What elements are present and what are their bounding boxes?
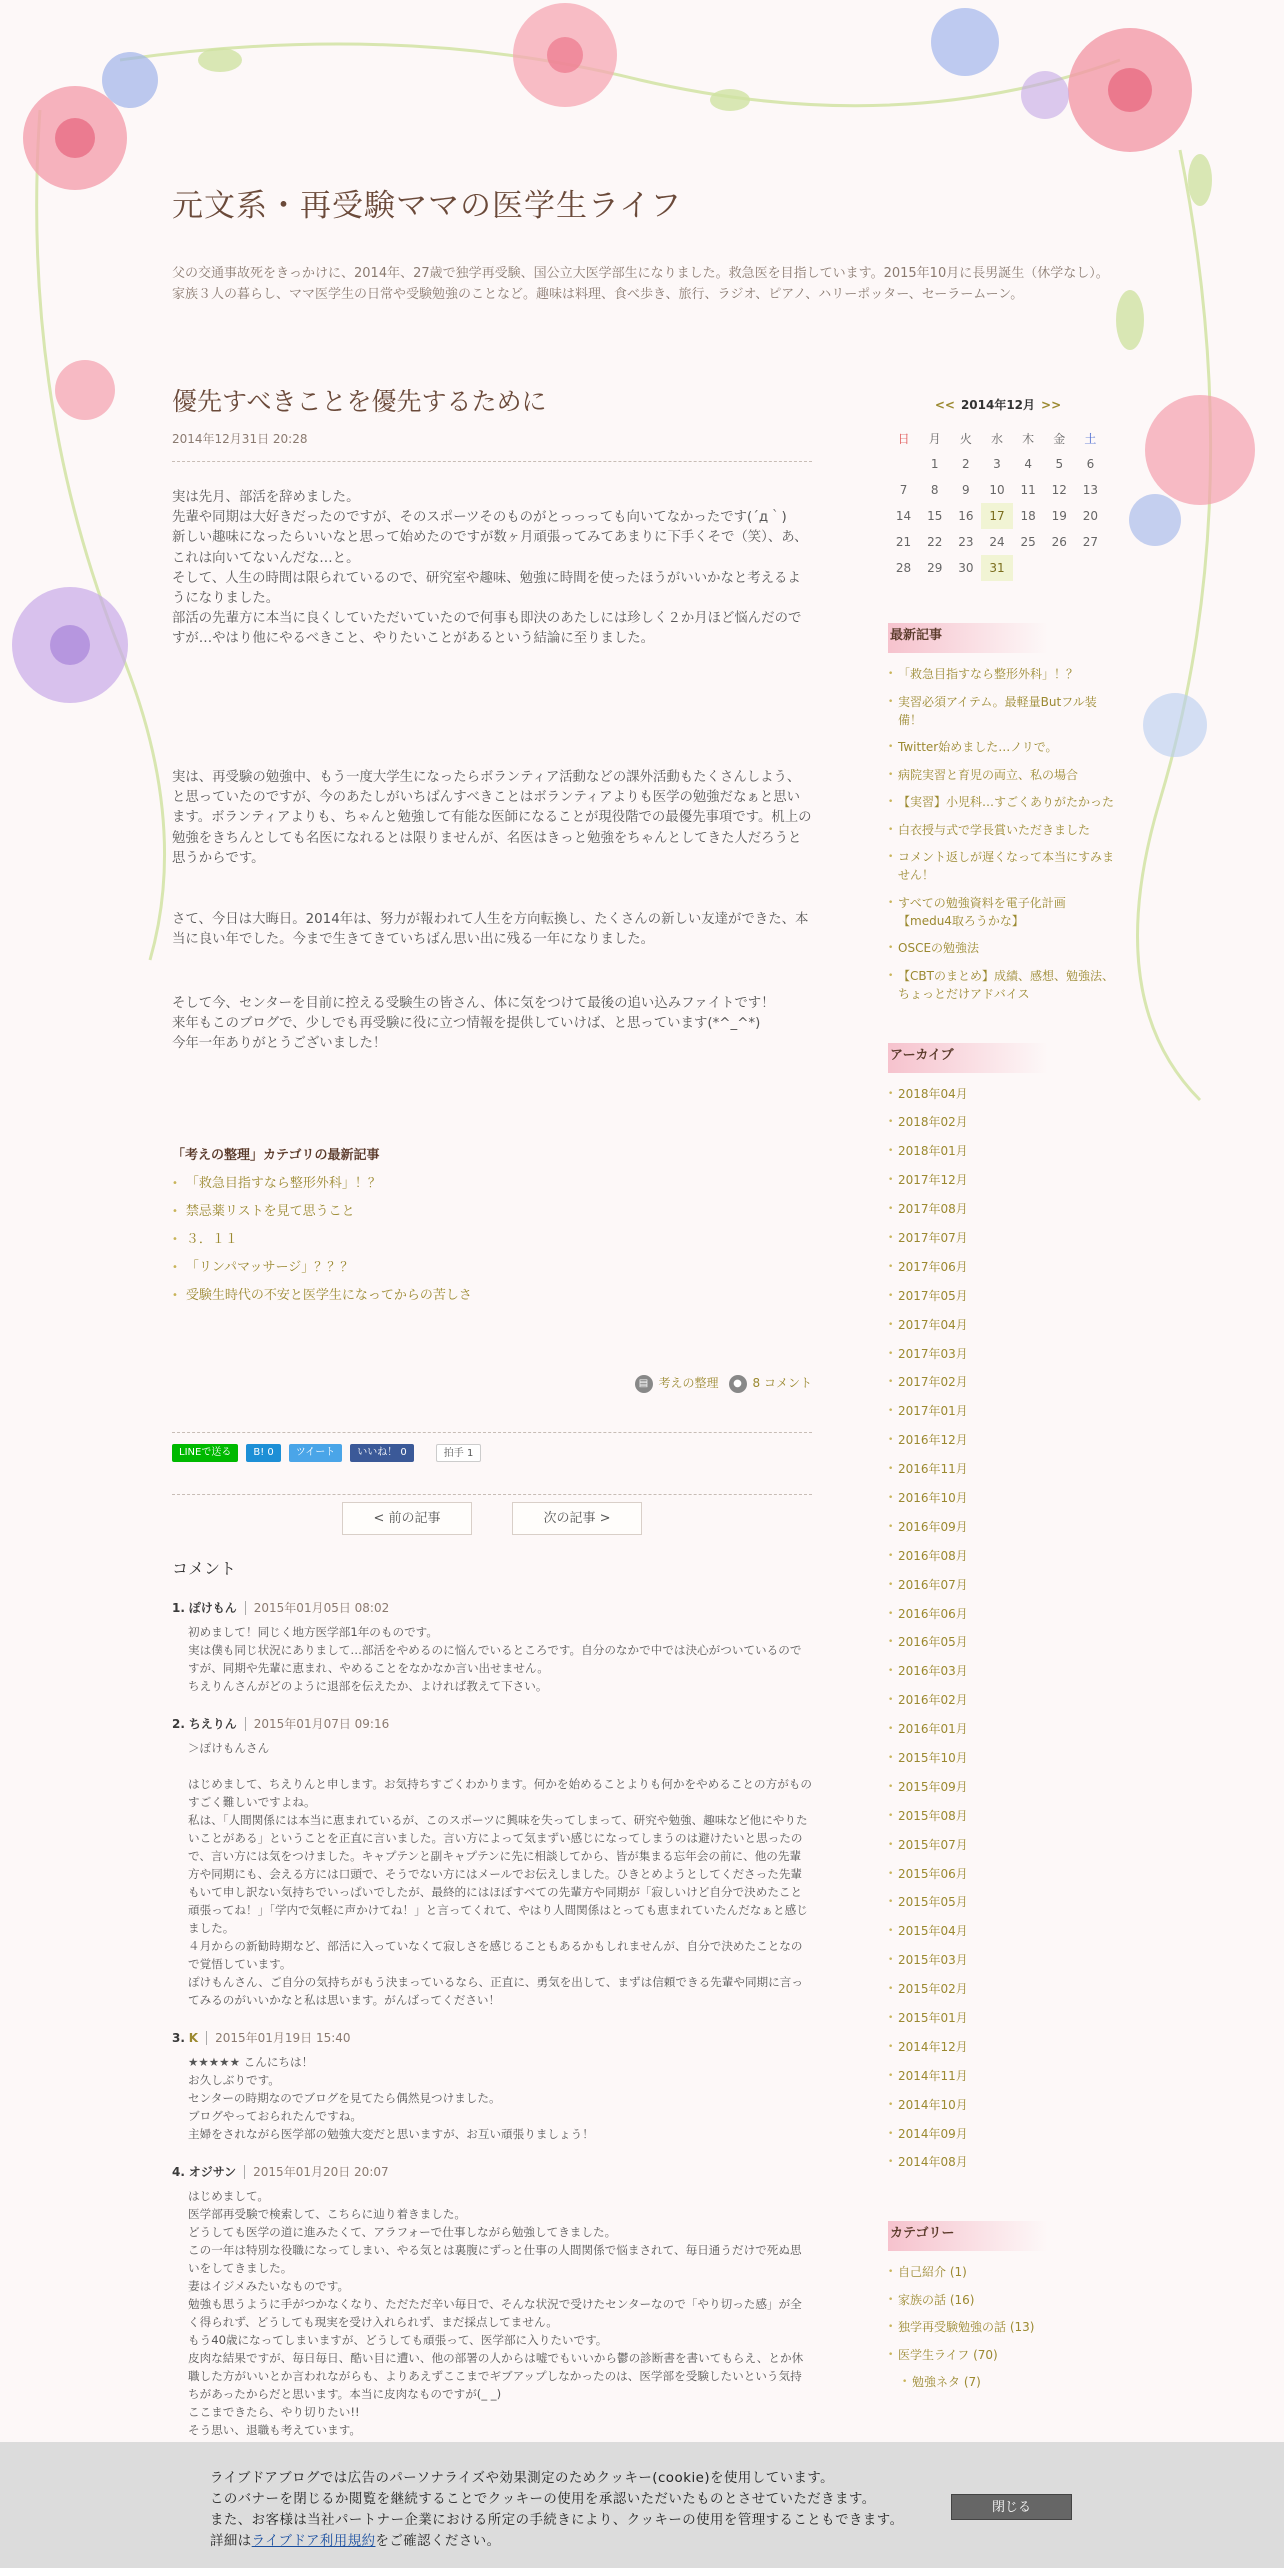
recent-post-link[interactable]: • 病院実習と育児の両立、私の場合 — [888, 766, 1116, 784]
recent-post-link[interactable]: • 実習必須アイテム。最軽量Butフル装備！ — [888, 693, 1116, 729]
comment-icon: ● — [729, 1375, 747, 1393]
archive-link[interactable]: • 2018年02月 — [888, 1113, 1116, 1131]
archive-link[interactable]: • 2016年03月 — [888, 1662, 1116, 1680]
comment-body: 初めまして！同じく地方医学部1年のものです。 実は僕も同じ状況にありまして…部活をやめるのに悩んでいるところです。自分のなかで中では決心がついているのですが、同期や先輩に恵まれ、やめることをなかなか言い出せません。 ちえりんさんがどのように退部を伝えたか、よければ教えて下さい。 — [188, 1625, 802, 1693]
archive-link[interactable]: • 2017年07月 — [888, 1229, 1116, 1247]
archive-link[interactable]: • 2017年05月 — [888, 1287, 1116, 1305]
recent-posts-list — [888, 665, 1116, 1003]
share-divider — [172, 1494, 812, 1495]
archive-link[interactable]: • 2016年01月 — [888, 1720, 1116, 1738]
category-post-link[interactable]: • 受験生時代の不安と医学生になってからの苦しさ — [172, 1282, 812, 1310]
clap-button[interactable]: 拍手 1 — [436, 1444, 482, 1462]
calendar — [888, 396, 1108, 581]
category-recent-heading: 「考えの整理」カテゴリの最新記事 — [172, 1148, 380, 1163]
comment-author: ちえりん — [188, 1717, 237, 1731]
category-list — [888, 2263, 1116, 2391]
meta-divider — [172, 1432, 812, 1433]
comments-section — [172, 1556, 812, 2439]
post-date: 2014年12月31日 20:28 — [172, 432, 308, 446]
hatena-bookmark-button[interactable]: B! 0 — [246, 1444, 280, 1462]
archive-widget — [888, 1043, 1116, 2172]
site-title[interactable]: 元文系・再受験ママの医学生ライフ — [172, 188, 683, 224]
recent-post-link[interactable]: • Twitter始めました…ノリで。 — [888, 738, 1116, 756]
recent-post-link[interactable]: • 「救急目指すなら整形外科」！？ — [888, 665, 1116, 683]
calendar-prev-link[interactable]: << — [934, 398, 955, 412]
calendar-week: 14 15 16 17 18 19 20 — [888, 503, 1106, 529]
category-link[interactable]: • 独学再受験勉強の話 (13) — [888, 2318, 1116, 2336]
facebook-like-button[interactable]: いいね！ 0 — [350, 1444, 414, 1462]
post-pager — [342, 1502, 642, 1535]
recent-post-link[interactable]: • 白衣授与式で学長賞いただきました — [888, 821, 1116, 839]
category-link[interactable]: • 勉強ネタ (7) — [902, 2373, 1116, 2391]
archive-link[interactable]: • 2016年06月 — [888, 1605, 1116, 1623]
cookie-banner — [0, 2442, 1284, 2568]
calendar-next-link[interactable]: >> — [1041, 398, 1062, 412]
archive-link[interactable]: • 2014年11月 — [888, 2067, 1116, 2085]
calendar-weekdays: 日 月 火 水 木 金 土 — [897, 431, 1097, 446]
comment-body: ＞ぽけもんさん はじめまして、ちえりんと申します。お気持ちすごくわかります。何かを始めることよりも何かをやめることの方がものすごく難しいですよね。 私は、「人間関係には本当に恵まれているが、このスポーツに興味を失ってしまって、研究や勉強、趣味など他にやりたいことがある」ということを正直に言いました。言い方によって気まずい感じになってしまうのは避けたいと思ったので、言い方には気をつけました。キャプテンと副キャプテンに先に相談してから、皆が集まる忘年会の前に、他の先輩方や同期にも、会える方には口頭で、そうでない方にはメールでお伝えしました。ひきとめようとしてくださった先輩もいて申し訳ない気持ちでいっぱいでしたが、最終的にはほぼすべての先輩方や同期が「寂しいけど自分で決めたこと頑張ってね！」「学内で気軽に声かけてね！」と言ってくれて、やはり人間関係はとっても恵まれていたんだなぁと感じました。 ４月からの新勧時期など、部活に入っていなくて寂しさを感じることもあるかもしれませんが、自分で決めたことなので覚悟しています。 ぽけもんさん、ご自分の気持ちがもう決まっているなら、正直に、勇気を出して、まずは信頼できる先輩や同期に言ってみるのがいいかなと私は思います。がんばってください！ — [188, 1741, 812, 2007]
comment-author: K — [188, 2031, 199, 2045]
archive-link[interactable]: • 2016年12月 — [888, 1431, 1116, 1449]
prev-post-button[interactable]: < 前の記事 — [342, 1502, 472, 1535]
archive-link[interactable]: • 2017年01月 — [888, 1402, 1116, 1420]
category-post-link[interactable]: • ３．１１ — [172, 1226, 812, 1254]
line-share-button[interactable]: LINEで送る — [172, 1444, 238, 1462]
archive-link[interactable]: • 2016年10月 — [888, 1489, 1116, 1507]
comment-body: はじめまして。 医学部再受験で検索して、こちらに辿り着きました。 どうしても医学の道に進みたくて、アラフォーで仕事しながら勉強してきました。 この一年は特別な役職になってしまい、やる気とは裏腹にずっと仕事の人間関係で悩まされて、毎日通うだけで死ぬ思いをしてきました。 妻はイジメみたいなものです。 勉強も思うように手がつかなくなり、ただただ辛い毎日で、そんな状況で受けたセンターなので「やり切った感」が全く得られず、どうしても現実を受け入れられず、まだ採点してません。 もう40歳になってしまいますが、どうしても頑張って、医学部に入りたいです。 皮肉な結果ですが、毎日毎日、酷い目に遭い、他の部署の人からは嘘でもいいから鬱の診断書を書いてもらえ、とか休職した方がいいとか言われながらも、よりあえずここまでギブアップしなかったのは、医学部を受験したいという気持ちがあったからだと思います。本当に皮肉なものですが(_ _) ここまできたら、やり切りたい!! そう思い、退職も考えています。 — [188, 2189, 804, 2437]
archive-link[interactable]: • 2016年08月 — [888, 1547, 1116, 1565]
archive-link[interactable]: • 2015年07月 — [888, 1836, 1116, 1854]
post-meta — [635, 1374, 812, 1393]
archive-link[interactable]: • 2015年10月 — [888, 1749, 1116, 1767]
archive-link[interactable]: • 2015年05月 — [888, 1893, 1116, 1911]
folder-icon: ▤ — [635, 1375, 653, 1393]
post-paragraph-3: さて、今日は大晦日。2014年は、努力が報われて人生を方向転換し、たくさんの新しい友達ができた、本当に良い年でした。今まで生きてきていちばん思い出に残る一年になりました。 — [172, 912, 809, 948]
cookie-notice-text: ライブドアブログでは広告のパーソナライズや効果測定のためクッキー(cookie)を使用しています。 このバナーを閉じるか閲覧を継続することでクッキーの使用を承認いただいたものとさせていただきます。 また、お客様は当社パートナー企業における所定の手続きにより、クッキーの使用を管理することもできます。 詳細はライブドア利用規約をご確認ください。 — [210, 2471, 904, 2549]
comment-date: 2015年01月07日 09:16 — [245, 1717, 389, 1731]
comment-author: ぽけもん — [188, 1601, 237, 1615]
post-title[interactable]: 優先すべきことを優先するために — [172, 387, 547, 416]
archive-link[interactable]: • 2018年01月 — [888, 1142, 1116, 1160]
archive-link[interactable]: • 2016年11月 — [888, 1460, 1116, 1478]
archive-link[interactable]: • 2014年09月 — [888, 2125, 1116, 2143]
category-recent-posts — [172, 1144, 812, 1310]
category-heading: カテゴリー — [888, 2221, 1048, 2251]
calendar-month: 2014年12月 — [960, 398, 1036, 412]
calendar-grid — [888, 425, 1106, 581]
category-link[interactable]: ▤ 考えの整理 — [635, 1374, 719, 1393]
comment-date: 2015年01月19日 15:40 — [206, 2031, 350, 2045]
archive-link[interactable]: • 2018年04月 — [888, 1085, 1116, 1103]
archive-link[interactable]: • 2015年09月 — [888, 1778, 1116, 1796]
recent-post-link[interactable]: • 【CBTのまとめ】成績、感想、勉強法、ちょっとだけアドバイス — [888, 967, 1116, 1003]
comment-date: 2015年01月05日 08:02 — [245, 1601, 389, 1615]
archive-link[interactable]: • 2017年04月 — [888, 1316, 1116, 1334]
archive-link[interactable]: • 2017年06月 — [888, 1258, 1116, 1276]
site-description: 父の交通事故死をきっかけに、2014年、27歳で独学再受験、国公立大医学部生になりました。救急医を目指しています。2015年10月に長男誕生（休学なし）。家族３人の暮らし、ママ医学生の日常や受験勉強のことなど。趣味は料理、食べ歩き、旅行、ラジオ、ピアノ、ハリーポッター、セーラームーン。 — [172, 266, 1109, 302]
article — [172, 382, 812, 1052]
calendar-week: 7 8 9 10 11 12 13 — [899, 483, 1099, 497]
calendar-header — [888, 396, 1108, 413]
category-link[interactable]: • 医学生ライフ (70) — [888, 2346, 1116, 2364]
comment-body: ★★★★★ こんにちは！ お久しぶりです。 センターの時期なのでブログを見てたら偶然見つけました。 ブログやっておられたんですね。 主婦をされながら医学部の勉強大変だと思いますが、お互い頑張りましょう！ — [188, 2055, 594, 2141]
comment-author: オジサン — [188, 2165, 237, 2179]
post-paragraph-1: 実は先月、部活を辞めました。 先輩や同期は大好きだったのですが、そのスポーツそのものがとっっっても向いてなかったです(´д｀) 新しい趣味になったらいいなと思って始めたのですが数ヶ月頑張ってみてあまりに下手くそで（笑）、あ、これは向いてないんだな…と。 そして、人生の時間は限られているので、研究室や趣味、勉強に時間を使ったほうがいいかなと考えるようになりました。 部活の先輩方に本当に良くしていただいていたので何事も即決のあたしには珍しく２か月ほど悩んだのですが…やはり他にやるべきこと、やりたいことがあるという結論に至りました。 — [172, 490, 808, 647]
archive-link[interactable]: • 2015年02月 — [888, 1980, 1116, 1998]
category-post-link[interactable]: • 「救急目指すなら整形外科」！？ — [172, 1170, 812, 1198]
archive-link[interactable]: • 2015年08月 — [888, 1807, 1116, 1825]
share-buttons — [172, 1444, 481, 1462]
recent-post-link[interactable]: • 【実習】小児科…すごくありがたかった — [888, 793, 1116, 811]
archive-list — [888, 1085, 1116, 2172]
archive-link[interactable]: • 2015年01月 — [888, 2009, 1116, 2027]
archive-link[interactable]: • 2016年09月 — [888, 1518, 1116, 1536]
archive-heading: アーカイブ — [888, 1043, 1048, 1073]
category-widget — [888, 2221, 1116, 2391]
calendar-week: 21 22 23 24 25 26 27 — [895, 535, 1099, 549]
recent-posts-heading: 最新記事 — [888, 623, 1048, 653]
comment-header: 4. オジサン 2015年01月20日 20:07 — [172, 2165, 389, 2179]
calendar-week: 28 29 30 31 — [888, 555, 1106, 581]
comment-header: 3. K 2015年01月19日 15:40 — [172, 2031, 351, 2045]
comments-heading: コメント — [172, 1559, 237, 1578]
archive-link[interactable]: • 2017年08月 — [888, 1200, 1116, 1218]
archive-link[interactable]: • 2015年04月 — [888, 1922, 1116, 1940]
archive-link[interactable]: • 2016年07月 — [888, 1576, 1116, 1594]
calendar-day-link[interactable]: 17 — [981, 503, 1012, 529]
site-header — [172, 180, 1112, 305]
archive-link[interactable]: • 2015年03月 — [888, 1951, 1116, 1969]
category-link[interactable]: • 家族の話 (16) — [888, 2291, 1116, 2309]
comment-header: 2. ちえりん 2015年01月07日 09:16 — [172, 1717, 390, 1731]
category-link[interactable]: • 自己紹介 (1) — [888, 2263, 1116, 2281]
next-post-button[interactable]: 次の記事 > — [512, 1502, 642, 1535]
post-paragraph-4: そして今、センターを目前に控える受験生の皆さん、体に気をつけて最後の追い込みファイトです！ 来年もこのブログで、少しでも再受験に役に立つ情報を提供していけば、と思っています(*^_^*) 今年一年ありがとうございました！ — [172, 996, 775, 1052]
post-paragraph-2: 実は、再受験の勉強中、もう一度大学生になったらボランティア活動などの課外活動もたくさんしよう、と思っていたのですが、今のあたしがいちばんすべきことはボランティアよりも医学の勉強だなぁと思います。ボランティアよりも、ちゃんと勉強して有能な医師になることが現役階での最優先事項です。机上の勉強をきちんとしても名医になれるとは限りませんが、名医はきっと勉強をちゃんとしてきた人だろうと思うからです。 — [172, 770, 812, 866]
archive-link[interactable]: • 2014年08月 — [888, 2153, 1116, 2171]
sidebar — [888, 396, 1116, 2401]
archive-link[interactable]: • 2017年12月 — [888, 1171, 1116, 1189]
comment-header: 1. ぽけもん 2015年01月05日 08:02 — [172, 1601, 390, 1615]
calendar-week: 1 2 3 4 5 6 — [930, 457, 1095, 471]
archive-link[interactable]: • 2014年10月 — [888, 2096, 1116, 2114]
comments-link[interactable]: ● 8 コメント — [729, 1374, 812, 1393]
archive-link[interactable]: • 2017年02月 — [888, 1373, 1116, 1391]
recent-post-link[interactable]: • すべての勉強資料を電子化計画【medu4取ろうかな】 — [888, 894, 1116, 930]
category-post-link[interactable]: • 「リンパマッサージ」？？？ — [172, 1254, 812, 1282]
calendar-day-link[interactable]: 31 — [981, 555, 1012, 581]
recent-posts-widget — [888, 623, 1116, 1003]
category-post-link[interactable]: • 禁忌薬リストを見て思うこと — [172, 1198, 812, 1226]
archive-link[interactable]: • 2016年02月 — [888, 1691, 1116, 1709]
terms-link[interactable]: ライブドア利用規約 — [251, 2534, 376, 2549]
recent-post-link[interactable]: • OSCEの勉強法 — [888, 939, 1116, 957]
cookie-close-button[interactable]: 閉じる — [951, 2494, 1072, 2520]
archive-link[interactable]: • 2014年12月 — [888, 2038, 1116, 2056]
tweet-button[interactable]: ツイート — [289, 1444, 343, 1462]
comment-date: 2015年01月20日 20:07 — [244, 2165, 388, 2179]
title-divider — [172, 461, 812, 462]
archive-link[interactable]: • 2016年05月 — [888, 1633, 1116, 1651]
archive-link[interactable]: • 2015年06月 — [888, 1865, 1116, 1883]
archive-link[interactable]: • 2017年03月 — [888, 1345, 1116, 1363]
recent-post-link[interactable]: • コメント返しが遅くなって本当にすみません！ — [888, 848, 1116, 884]
